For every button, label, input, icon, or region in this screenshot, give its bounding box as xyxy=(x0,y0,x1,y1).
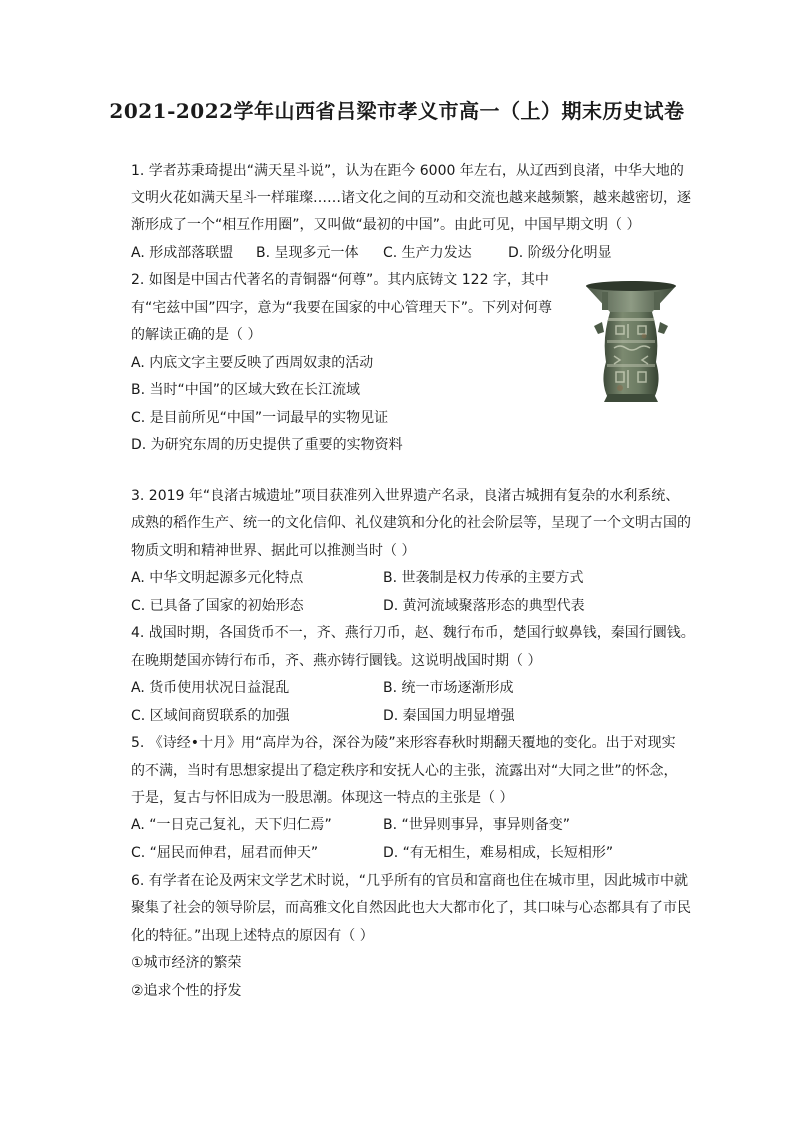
q2-option-a: A. 内底文字主要反映了西周奴隶的活动 xyxy=(131,355,374,371)
q5-option-d: D. “有无相生，难易相成，长短相形” xyxy=(383,845,614,861)
q5-option-c: C. “屈民而伸君，屈君而伸天” xyxy=(131,845,319,861)
he-zun-image xyxy=(580,278,682,406)
q3-option-a: A. 中华文明起源多元化特点 xyxy=(131,570,304,586)
q2-option-b: B. 当时“中国”的区域大致在长江流域 xyxy=(131,382,361,398)
page-title: 2021-2022学年山西省吕梁市孝义市高一（上）期末历史试卷 xyxy=(109,99,685,123)
q1-option-c: C. 生产力发达 xyxy=(383,245,472,261)
q1-option-a: A. 形成部落联盟 xyxy=(131,245,234,261)
q3-line-1: 3. 2019 年“良渚古城遗址”项目获准列入世界遗产名录，良渚古城拥有复杂的水利系统、 xyxy=(131,488,680,504)
q6-item-1: ①城市经济的繁荣 xyxy=(131,955,242,971)
q1-line-1: 1. 学者苏秉琦提出“满天星斗说”，认为在距今 6000 年左右，从辽西到良渚，中华大地的 xyxy=(131,163,684,179)
q3-line-3: 物质文明和精神世界、据此可以推测当时（ ） xyxy=(131,543,416,559)
q5-line-2: 的不满，当时有思想家提出了稳定秩序和安抚人心的主张，流露出对“大同之世”的怀念， xyxy=(131,763,678,779)
q2-option-c: C. 是目前所见“中国”一词最早的实物见证 xyxy=(131,410,389,426)
q1-option-d: D. 阶级分化明显 xyxy=(508,245,612,261)
q6-line-3: 化的特征。”出现上述特点的原因有（ ） xyxy=(131,928,374,944)
q3-option-b: B. 世袭制是权力传承的主要方式 xyxy=(383,570,584,586)
q2-line-2: 有“宅兹中国”四字，意为“我要在国家的中心管理天下”。下列对何尊 xyxy=(131,300,553,316)
q5-option-b: B. “世异则事异，事异则备变” xyxy=(383,817,571,833)
q3-option-c: C. 已具备了国家的初始形态 xyxy=(131,598,304,614)
q5-line-1: 5. 《诗经•十月》用“高岸为谷，深谷为陵”来形容春秋时期翻天覆地的变化。出于对现实 xyxy=(131,735,676,751)
q1-option-b: B. 呈现多元一体 xyxy=(256,245,359,261)
q6-line-2: 聚集了社会的领导阶层，而高雅文化自然因此也大大都市化了，其口味与心态都具有了市民 xyxy=(131,900,691,916)
q1-line-3: 渐形成了一个“相互作用圈”，又叫做“最初的中国”。由此可见，中国早期文明（ ） xyxy=(131,217,641,233)
q6-item-2: ②追求个性的抒发 xyxy=(131,983,242,999)
q4-line-2: 在晚期楚国亦铸行布币，齐、燕亦铸行圜钱。这说明战国时期（ ） xyxy=(131,653,542,669)
q4-option-b: B. 统一市场逐渐形成 xyxy=(383,680,514,696)
q4-line-1: 4. 战国时期，各国货币不一，齐、燕行刀币，赵、魏行布币，楚国行蚁鼻钱，秦国行圜钱。 xyxy=(131,625,695,641)
q4-option-c: C. 区域间商贸联系的加强 xyxy=(131,708,290,724)
q1-line-2: 文明火花如满天星斗一样璀璨……诸文化之间的互动和交流也越来越频繁，越来越密切，逐 xyxy=(131,190,691,206)
q4-option-d: D. 秦国国力明显增强 xyxy=(383,708,515,724)
q6-line-1: 6. 有学者在论及两宋文学艺术时说，“几乎所有的官员和富商也住在城市里，因此城市中就 xyxy=(131,873,689,889)
q5-option-a: A. “一日克己复礼，天下归仁焉” xyxy=(131,817,332,833)
q2-option-d: D. 为研究东周的历史提供了重要的实物资料 xyxy=(131,437,403,453)
q4-option-a: A. 货币使用状况日益混乱 xyxy=(131,680,290,696)
q3-line-2: 成熟的稻作生产、统一的文化信仰、礼仪建筑和分化的社会阶层等，呈现了一个文明古国的 xyxy=(131,515,691,531)
q2-line-1: 2. 如图是中国古代著名的青铜器“何尊”。其内底铸文 122 字，其中 xyxy=(131,272,549,288)
q5-line-3: 于是，复古与怀旧成为一股思潮。体现这一特点的主张是（ ） xyxy=(131,790,514,806)
q3-option-d: D. 黄河流域聚落形态的典型代表 xyxy=(383,598,585,614)
q2-line-3: 的解读正确的是（ ） xyxy=(131,327,262,343)
